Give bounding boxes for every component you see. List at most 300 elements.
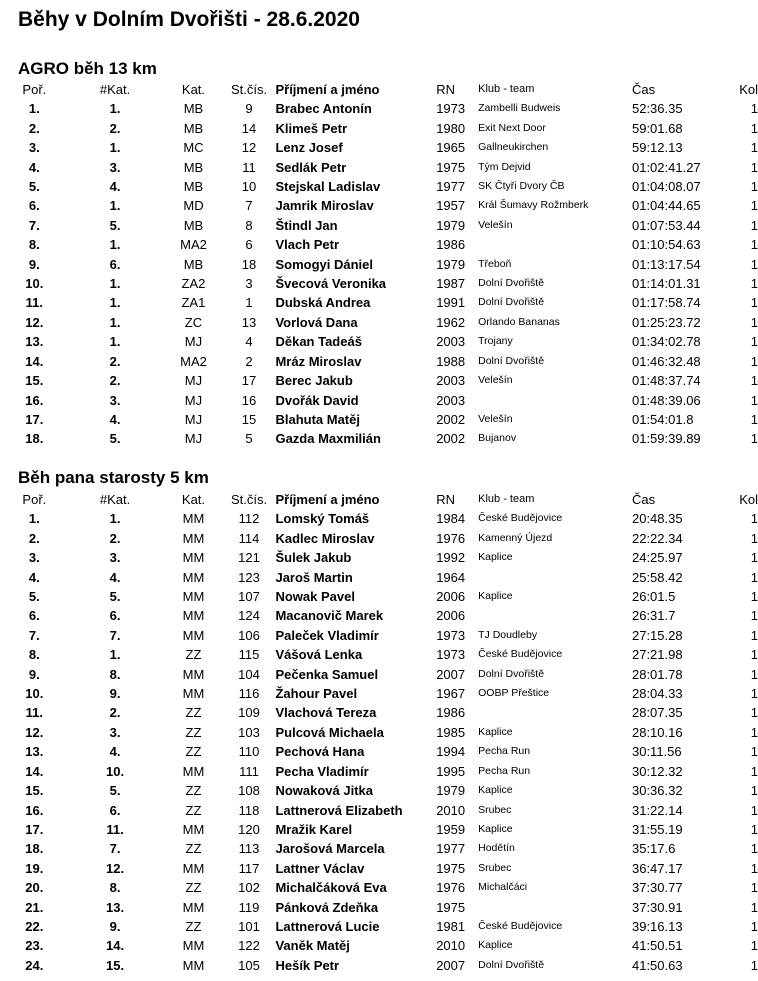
club-cell: Dolní Dvořiště <box>478 277 545 290</box>
category-rank-cell: 7. <box>109 627 121 643</box>
rank-cell: 19. <box>25 860 44 876</box>
category-rank-cell: 14. <box>106 938 125 954</box>
rank-cell: 13. <box>25 744 44 760</box>
bib-cell: 17 <box>241 373 257 389</box>
bib-cell: 9 <box>245 101 253 117</box>
time-cell: 20:48.35 <box>631 511 683 527</box>
runner-name-cell: Mráz Miroslav <box>275 353 362 369</box>
rank-cell: 3. <box>28 550 40 566</box>
club-cell: Dolní Dvořiště <box>478 354 545 367</box>
results-table-starosta <box>0 490 758 975</box>
table-row <box>0 684 758 703</box>
bib-cell: 114 <box>238 530 260 546</box>
category-rank-cell: 4. <box>109 569 121 585</box>
birth-year-cell: 1987 <box>436 276 466 292</box>
time-cell: 26:31.7 <box>631 608 676 624</box>
rank-cell: 7. <box>28 627 40 643</box>
runner-name-cell: Štindl Jan <box>275 217 338 233</box>
bib-cell: 110 <box>238 744 260 760</box>
birth-year-cell: 2003 <box>436 373 466 389</box>
header-row <box>0 490 758 509</box>
birth-year-cell: 1992 <box>436 550 466 566</box>
col-header-bib: St.čís. <box>230 82 268 97</box>
bib-cell: 11 <box>242 159 256 175</box>
birth-year-cell: 1957 <box>436 198 466 214</box>
col-header-name: Příjmení a jméno <box>275 82 380 97</box>
category-rank-cell: 3. <box>109 724 121 740</box>
club-cell: TJ Doudleby <box>478 628 538 641</box>
club-cell <box>475 391 632 410</box>
birth-year-cell: 1967 <box>436 686 466 702</box>
club-cell <box>475 235 632 254</box>
time-cell: 01:59:39.89 <box>631 431 701 447</box>
rank-cell: 15. <box>25 783 44 799</box>
category-cell: MM <box>182 589 205 605</box>
rank-cell: 7. <box>28 217 40 233</box>
category-rank-cell: 2. <box>109 373 121 389</box>
bib-cell: 7 <box>245 198 253 214</box>
col-header-time: Čas <box>631 492 656 507</box>
page-title: Běhy v Dolním Dvořišti - 28.6.2020 <box>18 8 360 31</box>
runner-name-cell: Švecová Veronika <box>275 276 387 292</box>
table-row <box>0 878 758 897</box>
col-header-time: Čas <box>631 82 656 97</box>
time-cell: 30:11.56 <box>631 744 682 760</box>
rank-cell: 23. <box>25 938 44 954</box>
category-rank-cell: 6. <box>109 256 121 272</box>
time-cell: 28:07.35 <box>631 705 683 721</box>
table-row <box>0 274 758 293</box>
rank-cell: 8. <box>28 237 40 253</box>
col-header-cat-rank: #Kat. <box>99 82 131 97</box>
category-rank-cell: 15. <box>106 957 125 973</box>
laps-cell: 1 <box>750 120 758 136</box>
col-header-bib: St.čís. <box>230 492 268 507</box>
rank-cell: 17. <box>25 821 44 837</box>
runner-name-cell: Dubská Andrea <box>275 295 371 311</box>
category-cell: ZZ <box>185 783 202 799</box>
club-cell: Velešín <box>478 218 513 231</box>
category-cell: ZC <box>184 314 203 330</box>
laps-cell: 1 <box>750 899 758 915</box>
rank-cell: 2. <box>28 120 40 136</box>
laps-cell: 1 <box>750 821 758 837</box>
bib-cell: 13 <box>241 314 257 330</box>
time-cell: 01:48:37.74 <box>631 373 701 389</box>
time-cell: 01:07:53.44 <box>631 217 701 233</box>
rank-cell: 1. <box>28 101 40 117</box>
rank-cell: 15. <box>25 373 44 389</box>
runner-name-cell: Jarošová Marcela <box>275 841 385 857</box>
time-cell: 01:17:58.74 <box>631 295 701 311</box>
club-cell: Dolní Dvořiště <box>478 296 545 309</box>
category-cell: MB <box>183 159 204 175</box>
rank-cell: 14. <box>25 763 44 779</box>
club-cell: Pecha Run <box>478 745 531 758</box>
category-cell: MJ <box>184 392 203 408</box>
runner-name-cell: Pecha Vladimír <box>275 763 369 779</box>
category-cell: MM <box>182 569 205 585</box>
table-row <box>0 509 758 528</box>
laps-cell: 1 <box>750 198 758 214</box>
laps-cell: 1 <box>750 511 758 527</box>
birth-year-cell: 2003 <box>436 334 466 350</box>
table-row <box>0 742 758 761</box>
table-row <box>0 352 758 371</box>
birth-year-cell: 1962 <box>436 314 466 330</box>
col-header-name: Příjmení a jméno <box>275 492 380 507</box>
category-rank-cell: 5. <box>109 217 121 233</box>
category-cell: MD <box>183 198 204 214</box>
table-row <box>0 917 758 936</box>
col-header-club: Klub - team <box>478 493 535 505</box>
table-row <box>0 99 758 118</box>
runner-name-cell: Vaněk Matěj <box>275 938 350 954</box>
birth-year-cell: 1991 <box>436 295 466 311</box>
runner-name-cell: Brabec Antonín <box>275 101 372 117</box>
category-rank-cell: 13. <box>106 899 125 915</box>
runner-name-cell: Pulcová Michaela <box>275 724 384 740</box>
rank-cell: 22. <box>25 918 44 934</box>
category-rank-cell: 5. <box>109 589 121 605</box>
rank-cell: 8. <box>28 647 40 663</box>
table-row <box>0 529 758 548</box>
bib-cell: 106 <box>238 627 260 643</box>
club-cell: Kaplice <box>478 939 513 952</box>
rank-cell: 11. <box>25 295 44 311</box>
category-cell: ZZ <box>185 647 202 663</box>
category-rank-cell: 9. <box>109 918 121 934</box>
bib-cell: 18 <box>241 256 257 272</box>
laps-cell: 1 <box>750 744 758 760</box>
bib-cell: 108 <box>238 783 260 799</box>
bib-cell: 112 <box>238 511 260 527</box>
birth-year-cell: 1980 <box>436 120 466 136</box>
bib-cell: 121 <box>238 550 260 566</box>
category-cell: MJ <box>184 431 203 447</box>
category-cell: ZZ <box>185 880 202 896</box>
category-rank-cell: 4. <box>109 744 121 760</box>
runner-name-cell: Šulek Jakub <box>275 550 352 566</box>
club-cell: Kaplice <box>478 784 513 797</box>
laps-cell: 1 <box>750 802 758 818</box>
category-cell: MM <box>182 530 205 546</box>
header-row <box>0 80 758 99</box>
runner-name-cell: Lomský Tomáš <box>275 511 370 527</box>
runner-name-cell: Vlachová Tereza <box>275 705 377 721</box>
birth-year-cell: 1979 <box>436 783 466 799</box>
table-row <box>0 859 758 878</box>
category-cell: MB <box>183 120 204 136</box>
time-cell: 41:50.51 <box>631 938 683 954</box>
club-cell: Srubec <box>478 861 512 874</box>
bib-cell: 115 <box>238 647 260 663</box>
runner-name-cell: Klimeš Petr <box>275 120 348 136</box>
table-row <box>0 410 758 429</box>
table-row <box>0 587 758 606</box>
laps-cell: 1 <box>750 589 758 605</box>
category-rank-cell: 4. <box>109 411 121 427</box>
birth-year-cell: 1975 <box>436 159 466 175</box>
runner-name-cell: Dvořák David <box>275 392 359 408</box>
bib-cell: 102 <box>238 880 260 896</box>
category-rank-cell: 2. <box>109 120 121 136</box>
category-rank-cell: 1. <box>109 647 121 663</box>
table-row <box>0 606 758 625</box>
rank-cell: 1. <box>28 511 40 527</box>
bib-cell: 6 <box>245 237 253 253</box>
time-cell: 01:14:01.31 <box>631 276 701 292</box>
time-cell: 01:46:32.48 <box>631 353 701 369</box>
birth-year-cell: 2010 <box>436 802 466 818</box>
runner-name-cell: Pečenka Samuel <box>275 666 379 682</box>
rank-cell: 4. <box>28 569 40 585</box>
time-cell: 25:58.42 <box>631 569 683 585</box>
birth-year-cell: 1995 <box>436 763 466 779</box>
bib-cell: 103 <box>238 724 260 740</box>
laps-cell: 1 <box>750 705 758 721</box>
birth-year-cell: 1959 <box>436 821 466 837</box>
rank-cell: 24. <box>25 957 44 973</box>
time-cell: 27:21.98 <box>631 647 683 663</box>
bib-cell: 1 <box>245 295 253 311</box>
birth-year-cell: 1984 <box>436 511 466 527</box>
table-row <box>0 138 758 157</box>
laps-cell: 1 <box>750 530 758 546</box>
category-rank-cell: 2. <box>109 353 121 369</box>
bib-cell: 104 <box>238 666 260 682</box>
table-row <box>0 820 758 839</box>
rank-cell: 3. <box>28 140 40 156</box>
category-rank-cell: 3. <box>109 159 121 175</box>
category-rank-cell: 8. <box>109 880 121 896</box>
club-cell: SK Čtyři Dvory ČB <box>478 180 565 193</box>
bib-cell: 123 <box>238 569 260 585</box>
birth-year-cell: 1973 <box>436 101 466 117</box>
category-cell: ZZ <box>185 918 202 934</box>
category-cell: MM <box>182 860 205 876</box>
rank-cell: 6. <box>28 198 40 214</box>
laps-cell: 1 <box>750 373 758 389</box>
laps-cell: 1 <box>750 256 758 272</box>
time-cell: 37:30.91 <box>631 899 683 915</box>
rank-cell: 9. <box>28 666 40 682</box>
bib-cell: 120 <box>238 821 260 837</box>
bib-cell: 113 <box>238 841 260 857</box>
category-rank-cell: 6. <box>109 802 121 818</box>
club-cell: České Budějovice <box>478 648 563 661</box>
table-row <box>0 235 758 254</box>
laps-cell: 1 <box>750 101 758 117</box>
club-cell: České Budějovice <box>478 512 563 525</box>
laps-cell: 1 <box>750 666 758 682</box>
runner-name-cell: Lenz Josef <box>275 140 343 156</box>
runner-name-cell: Lattnerová Lucie <box>275 918 380 934</box>
table-row <box>0 313 758 332</box>
laps-cell: 1 <box>750 179 758 195</box>
category-cell: ZZ <box>185 841 202 857</box>
runner-name-cell: Gazda Maxmilián <box>275 431 381 447</box>
category-cell: MA2 <box>180 237 207 253</box>
birth-year-cell: 1985 <box>436 724 466 740</box>
category-rank-cell: 2. <box>109 530 121 546</box>
rank-cell: 13. <box>25 334 44 350</box>
col-header-birth-year: RN <box>436 82 455 97</box>
birth-year-cell: 1964 <box>436 569 466 585</box>
table-row <box>0 568 758 587</box>
time-cell: 31:55.19 <box>631 821 683 837</box>
category-cell: ZZ <box>185 802 202 818</box>
category-cell: MJ <box>184 411 203 427</box>
club-cell: Dolní Dvořiště <box>478 958 545 971</box>
birth-year-cell: 1975 <box>436 860 466 876</box>
col-header-laps: Kol <box>739 492 758 507</box>
rank-cell: 18. <box>25 841 44 857</box>
runner-name-cell: Lattner Václav <box>275 860 365 876</box>
runner-name-cell: Pechová Hana <box>275 744 365 760</box>
club-cell: Pecha Run <box>478 764 531 777</box>
club-cell: Bujanov <box>478 432 517 445</box>
table-row <box>0 645 758 664</box>
laps-cell: 1 <box>750 627 758 643</box>
birth-year-cell: 1965 <box>436 140 466 156</box>
category-rank-cell: 1. <box>109 334 121 350</box>
club-cell: Gallneukirchen <box>478 141 549 154</box>
bib-cell: 4 <box>245 334 253 350</box>
time-cell: 59:12.13 <box>631 140 683 156</box>
category-cell: MM <box>182 899 205 915</box>
laps-cell: 1 <box>750 237 758 253</box>
laps-cell: 1 <box>750 276 758 292</box>
birth-year-cell: 1977 <box>436 179 466 195</box>
runner-name-cell: Mražik Karel <box>275 821 353 837</box>
runner-name-cell: Lattnerová Elizabeth <box>275 802 403 818</box>
bib-cell: 16 <box>241 392 257 408</box>
rank-cell: 18. <box>25 431 44 447</box>
runner-name-cell: Sedlák Petr <box>275 159 347 175</box>
club-cell: Třeboň <box>478 257 512 270</box>
race-title-starosta: Běh pana starosty 5 km <box>18 468 209 487</box>
runner-name-cell: Kadlec Miroslav <box>275 530 375 546</box>
category-rank-cell: 8. <box>109 666 121 682</box>
birth-year-cell: 1976 <box>436 880 466 896</box>
runner-name-cell: Macanovič Marek <box>275 608 384 624</box>
club-cell <box>475 703 632 722</box>
laps-cell: 1 <box>750 918 758 934</box>
runner-name-cell: Stejskal Ladislav <box>275 179 381 195</box>
rank-cell: 17. <box>25 411 44 427</box>
time-cell: 01:10:54.63 <box>631 237 701 253</box>
laps-cell: 1 <box>750 295 758 311</box>
table-row <box>0 255 758 274</box>
time-cell: 01:13:17.54 <box>631 256 701 272</box>
runner-name-cell: Blahuta Matěj <box>275 411 360 427</box>
club-cell: Kamenný Újezd <box>478 531 553 544</box>
laps-cell: 1 <box>750 938 758 954</box>
birth-year-cell: 1994 <box>436 744 466 760</box>
runner-name-cell: Hešík Petr <box>275 957 340 973</box>
col-header-rank: Poř. <box>22 492 47 507</box>
category-cell: MM <box>182 957 205 973</box>
table-row <box>0 196 758 215</box>
category-rank-cell: 2. <box>109 705 121 721</box>
club-cell <box>475 568 632 587</box>
club-cell: Kaplice <box>478 551 513 564</box>
col-header-laps: Kol <box>739 82 758 97</box>
club-cell: Zambelli Budweis <box>478 102 561 115</box>
category-cell: MJ <box>184 373 203 389</box>
time-cell: 01:04:08.07 <box>631 179 701 195</box>
birth-year-cell: 1976 <box>436 530 466 546</box>
category-cell: MJ <box>184 334 203 350</box>
category-rank-cell: 1. <box>109 295 121 311</box>
bib-cell: 15 <box>241 411 257 427</box>
category-cell: MM <box>182 608 205 624</box>
category-cell: MM <box>182 763 205 779</box>
birth-year-cell: 1973 <box>436 647 466 663</box>
bib-cell: 105 <box>238 957 260 973</box>
category-rank-cell: 3. <box>109 392 121 408</box>
runner-name-cell: Berec Jakub <box>275 373 353 389</box>
birth-year-cell: 2002 <box>436 411 466 427</box>
birth-year-cell: 2010 <box>436 938 466 954</box>
runner-name-cell: Vášová Lenka <box>275 647 363 663</box>
bib-cell: 109 <box>238 705 260 721</box>
runner-name-cell: Jamrik Miroslav <box>275 198 374 214</box>
results-table-agro <box>0 80 758 449</box>
time-cell: 52:36.35 <box>631 101 683 117</box>
time-cell: 36:47.17 <box>631 860 683 876</box>
category-rank-cell: 1. <box>109 198 121 214</box>
bib-cell: 118 <box>238 802 260 818</box>
laps-cell: 1 <box>750 550 758 566</box>
table-row <box>0 762 758 781</box>
category-rank-cell: 12. <box>106 860 125 876</box>
runner-name-cell: Vorlová Dana <box>275 314 358 330</box>
bib-cell: 117 <box>238 860 260 876</box>
club-cell: OOBP Přeštice <box>478 687 550 700</box>
category-cell: ZZ <box>185 705 202 721</box>
birth-year-cell: 1981 <box>436 918 466 934</box>
table-row <box>0 548 758 567</box>
category-cell: MA2 <box>180 353 207 369</box>
bib-cell: 2 <box>245 353 253 369</box>
laps-cell: 1 <box>750 159 758 175</box>
time-cell: 01:25:23.72 <box>631 314 701 330</box>
bib-cell: 8 <box>245 217 253 233</box>
table-row <box>0 898 758 917</box>
club-cell: Kaplice <box>478 725 513 738</box>
rank-cell: 12. <box>25 314 44 330</box>
rank-cell: 5. <box>28 179 40 195</box>
category-cell: MM <box>182 686 205 702</box>
laps-cell: 1 <box>750 608 758 624</box>
birth-year-cell: 1973 <box>436 627 466 643</box>
rank-cell: 12. <box>25 724 44 740</box>
club-cell: Michalčáci <box>478 881 528 894</box>
category-cell: MB <box>183 179 204 195</box>
time-cell: 30:36.32 <box>631 783 683 799</box>
table-row <box>0 801 758 820</box>
category-rank-cell: 1. <box>109 101 121 117</box>
table-row <box>0 216 758 235</box>
runner-name-cell: Nowaková Jitka <box>275 783 374 799</box>
club-cell: Kaplice <box>478 590 513 603</box>
birth-year-cell: 1975 <box>436 899 466 915</box>
runner-name-cell: Jaroš Martin <box>275 569 353 585</box>
category-cell: MM <box>182 550 205 566</box>
category-cell: MM <box>182 666 205 682</box>
